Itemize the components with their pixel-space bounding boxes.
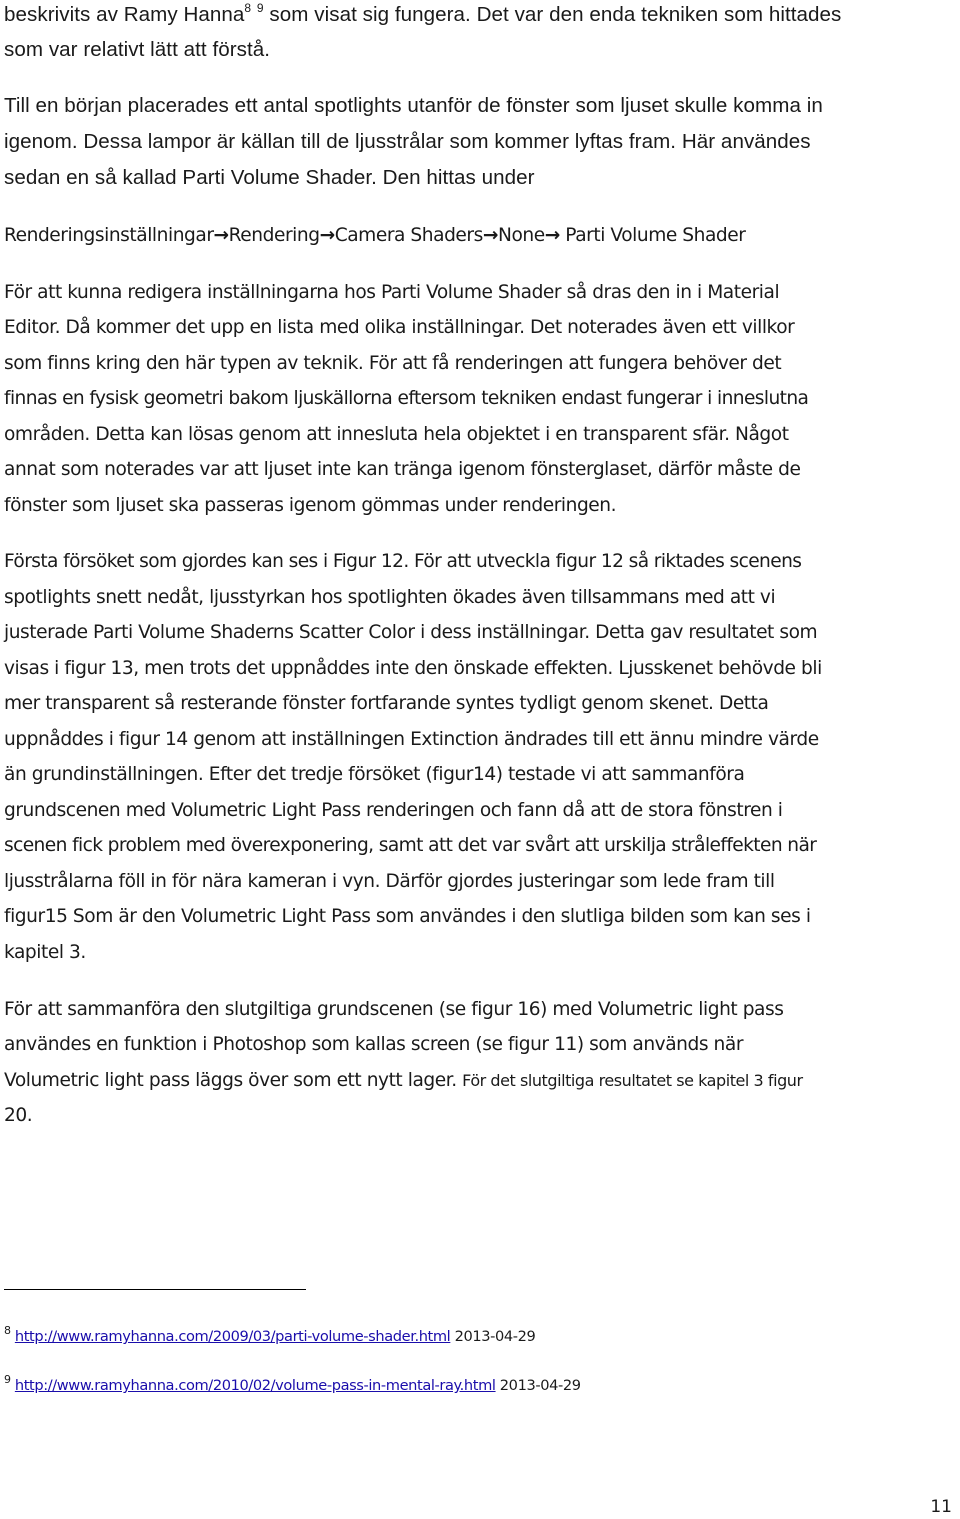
- path-step: None: [497, 225, 545, 246]
- footnote-date: 2013-04-29: [495, 1377, 581, 1394]
- footnote-link[interactable]: http://www.ramyhanna.com/2009/03/parti-volume-shader.html: [14, 1328, 451, 1345]
- paragraph-4-line-1: Första försöket som gjordes kan ses i Figur 12. För att utveckla figur 12 så riktades scenens: [4, 551, 802, 572]
- paragraph-5-line-3: [4, 1063, 803, 1099]
- paragraph-3-line-5: områden. Detta kan lösas genom att innesluta hela objektet i en transparent sfär. Något: [4, 424, 789, 445]
- paragraph-4-line-11: figur15 Som är den Volumetric Light Pass som användes i den slutliga bilden som kan ses i: [4, 906, 811, 927]
- menu-path: [4, 218, 745, 254]
- page-number: 11: [930, 1497, 952, 1517]
- paragraph-2-line-1: Till en början placerades ett antal spotlights utanför de fönster som ljuset skulle komma in: [4, 94, 823, 117]
- paragraph-1-line-2: som var relativt lätt att förstå.: [4, 38, 271, 61]
- paragraph-4-line-7: än grundinställningen. Efter det tredje försöket (figur14) testade vi att sammanföra: [4, 764, 745, 785]
- right-arrow-icon: →: [482, 225, 498, 246]
- text-run: beskrivits av Ramy Hanna: [4, 3, 245, 26]
- right-arrow-icon: →: [544, 225, 560, 246]
- footnote-8: [4, 1324, 536, 1347]
- paragraph-4-line-10: ljusstrålarna föll in för nära kameran i vyn. Därför gjordes justeringar som lede fram till: [4, 871, 775, 892]
- paragraph-5-line-2: användes en funktion i Photoshop som kallas screen (se figur 11) som används när: [4, 1034, 744, 1055]
- paragraph-2-line-2: igenom. Dessa lampor är källan till de ljusstrålar som kommer lyftas fram. Här användes: [4, 130, 811, 153]
- paragraph-5-line-1: För att sammanföra den slutgiltiga grundscenen (se figur 16) med Volumetric light pass: [4, 999, 784, 1020]
- paragraph-1-line-1: [4, 0, 841, 33]
- footnote-ref-8[interactable]: 8: [244, 1, 252, 15]
- footnote-number: 8: [4, 1324, 11, 1337]
- paragraph-5-line-4: 20.: [4, 1105, 33, 1126]
- footnote-9: [4, 1373, 581, 1396]
- paragraph-4-line-6: uppnåddes i figur 14 genom att inställningen Extinction ändrades till ett ännu mindre värde: [4, 729, 819, 750]
- paragraph-3-line-7: fönster som ljuset ska passeras igenom gömmas under renderingen.: [4, 495, 617, 516]
- paragraph-3-line-6: annat som noterades var att ljuset inte kan tränga igenom fönsterglaset, därför måste de: [4, 459, 801, 480]
- path-step: Camera Shaders: [334, 225, 483, 246]
- footnote-ref-9[interactable]: 9: [256, 1, 264, 15]
- path-step: Rendering: [228, 225, 320, 246]
- footnote-link[interactable]: http://www.ramyhanna.com/2010/02/volume-pass-in-mental-ray.html: [14, 1377, 496, 1394]
- paragraph-4-line-3: justerade Parti Volume Shaderns Scatter Color i dess inställningar. Detta gav resultatet som: [4, 622, 818, 643]
- paragraph-3-line-4: finnas en fysisk geometri bakom ljuskällorna eftersom tekniken endast fungerar i inneslutna: [4, 388, 809, 409]
- right-arrow-icon: →: [213, 225, 229, 246]
- paragraph-3-line-2: Editor. Då kommer det upp en lista med olika inställningar. Det noterades även ett villkor: [4, 317, 795, 338]
- paragraph-4-line-4: visas i figur 13, men trots det uppnåddes inte den önskade effekten. Ljusskenet behövde bli: [4, 658, 822, 679]
- text-run-small: För det slutgiltiga resultatet se kapitel 3 figur: [462, 1071, 803, 1090]
- paragraph-3-line-3: som finns kring den här typen av teknik. För att få renderingen att fungera behöver det: [4, 353, 782, 374]
- footnote-separator: [4, 1289, 306, 1290]
- paragraph-4-line-8: grundscenen med Volumetric Light Pass renderingen och fann då att de stora fönstren i: [4, 800, 783, 821]
- paragraph-2-line-3: sedan en så kallad Parti Volume Shader. Den hittas under: [4, 166, 535, 189]
- paragraph-3-line-1: För att kunna redigera inställningarna hos Parti Volume Shader så dras den in i Material: [4, 282, 780, 303]
- path-step: Parti Volume Shader: [559, 225, 746, 246]
- text-run: som visat sig fungera. Det var den enda tekniken som hittades: [263, 3, 842, 26]
- footnote-date: 2013-04-29: [450, 1328, 536, 1345]
- text-run: Volumetric light pass läggs över som ett nytt lager.: [4, 1070, 463, 1091]
- paragraph-4-line-12: kapitel 3.: [4, 942, 86, 963]
- path-step: Renderingsinställningar: [4, 225, 214, 246]
- right-arrow-icon: →: [319, 225, 335, 246]
- paragraph-4-line-9: scenen fick problem med överexponering, samt att det var svårt att urskilja stråleffekten när: [4, 835, 817, 856]
- footnote-number: 9: [4, 1373, 11, 1386]
- paragraph-4-line-2: spotlights snett nedåt, ljusstyrkan hos spotlighten ökades även tillsammans med att vi: [4, 587, 776, 608]
- paragraph-4-line-5: mer transparent så resterande fönster fortfarande syntes tydligt genom skenet. Detta: [4, 693, 769, 714]
